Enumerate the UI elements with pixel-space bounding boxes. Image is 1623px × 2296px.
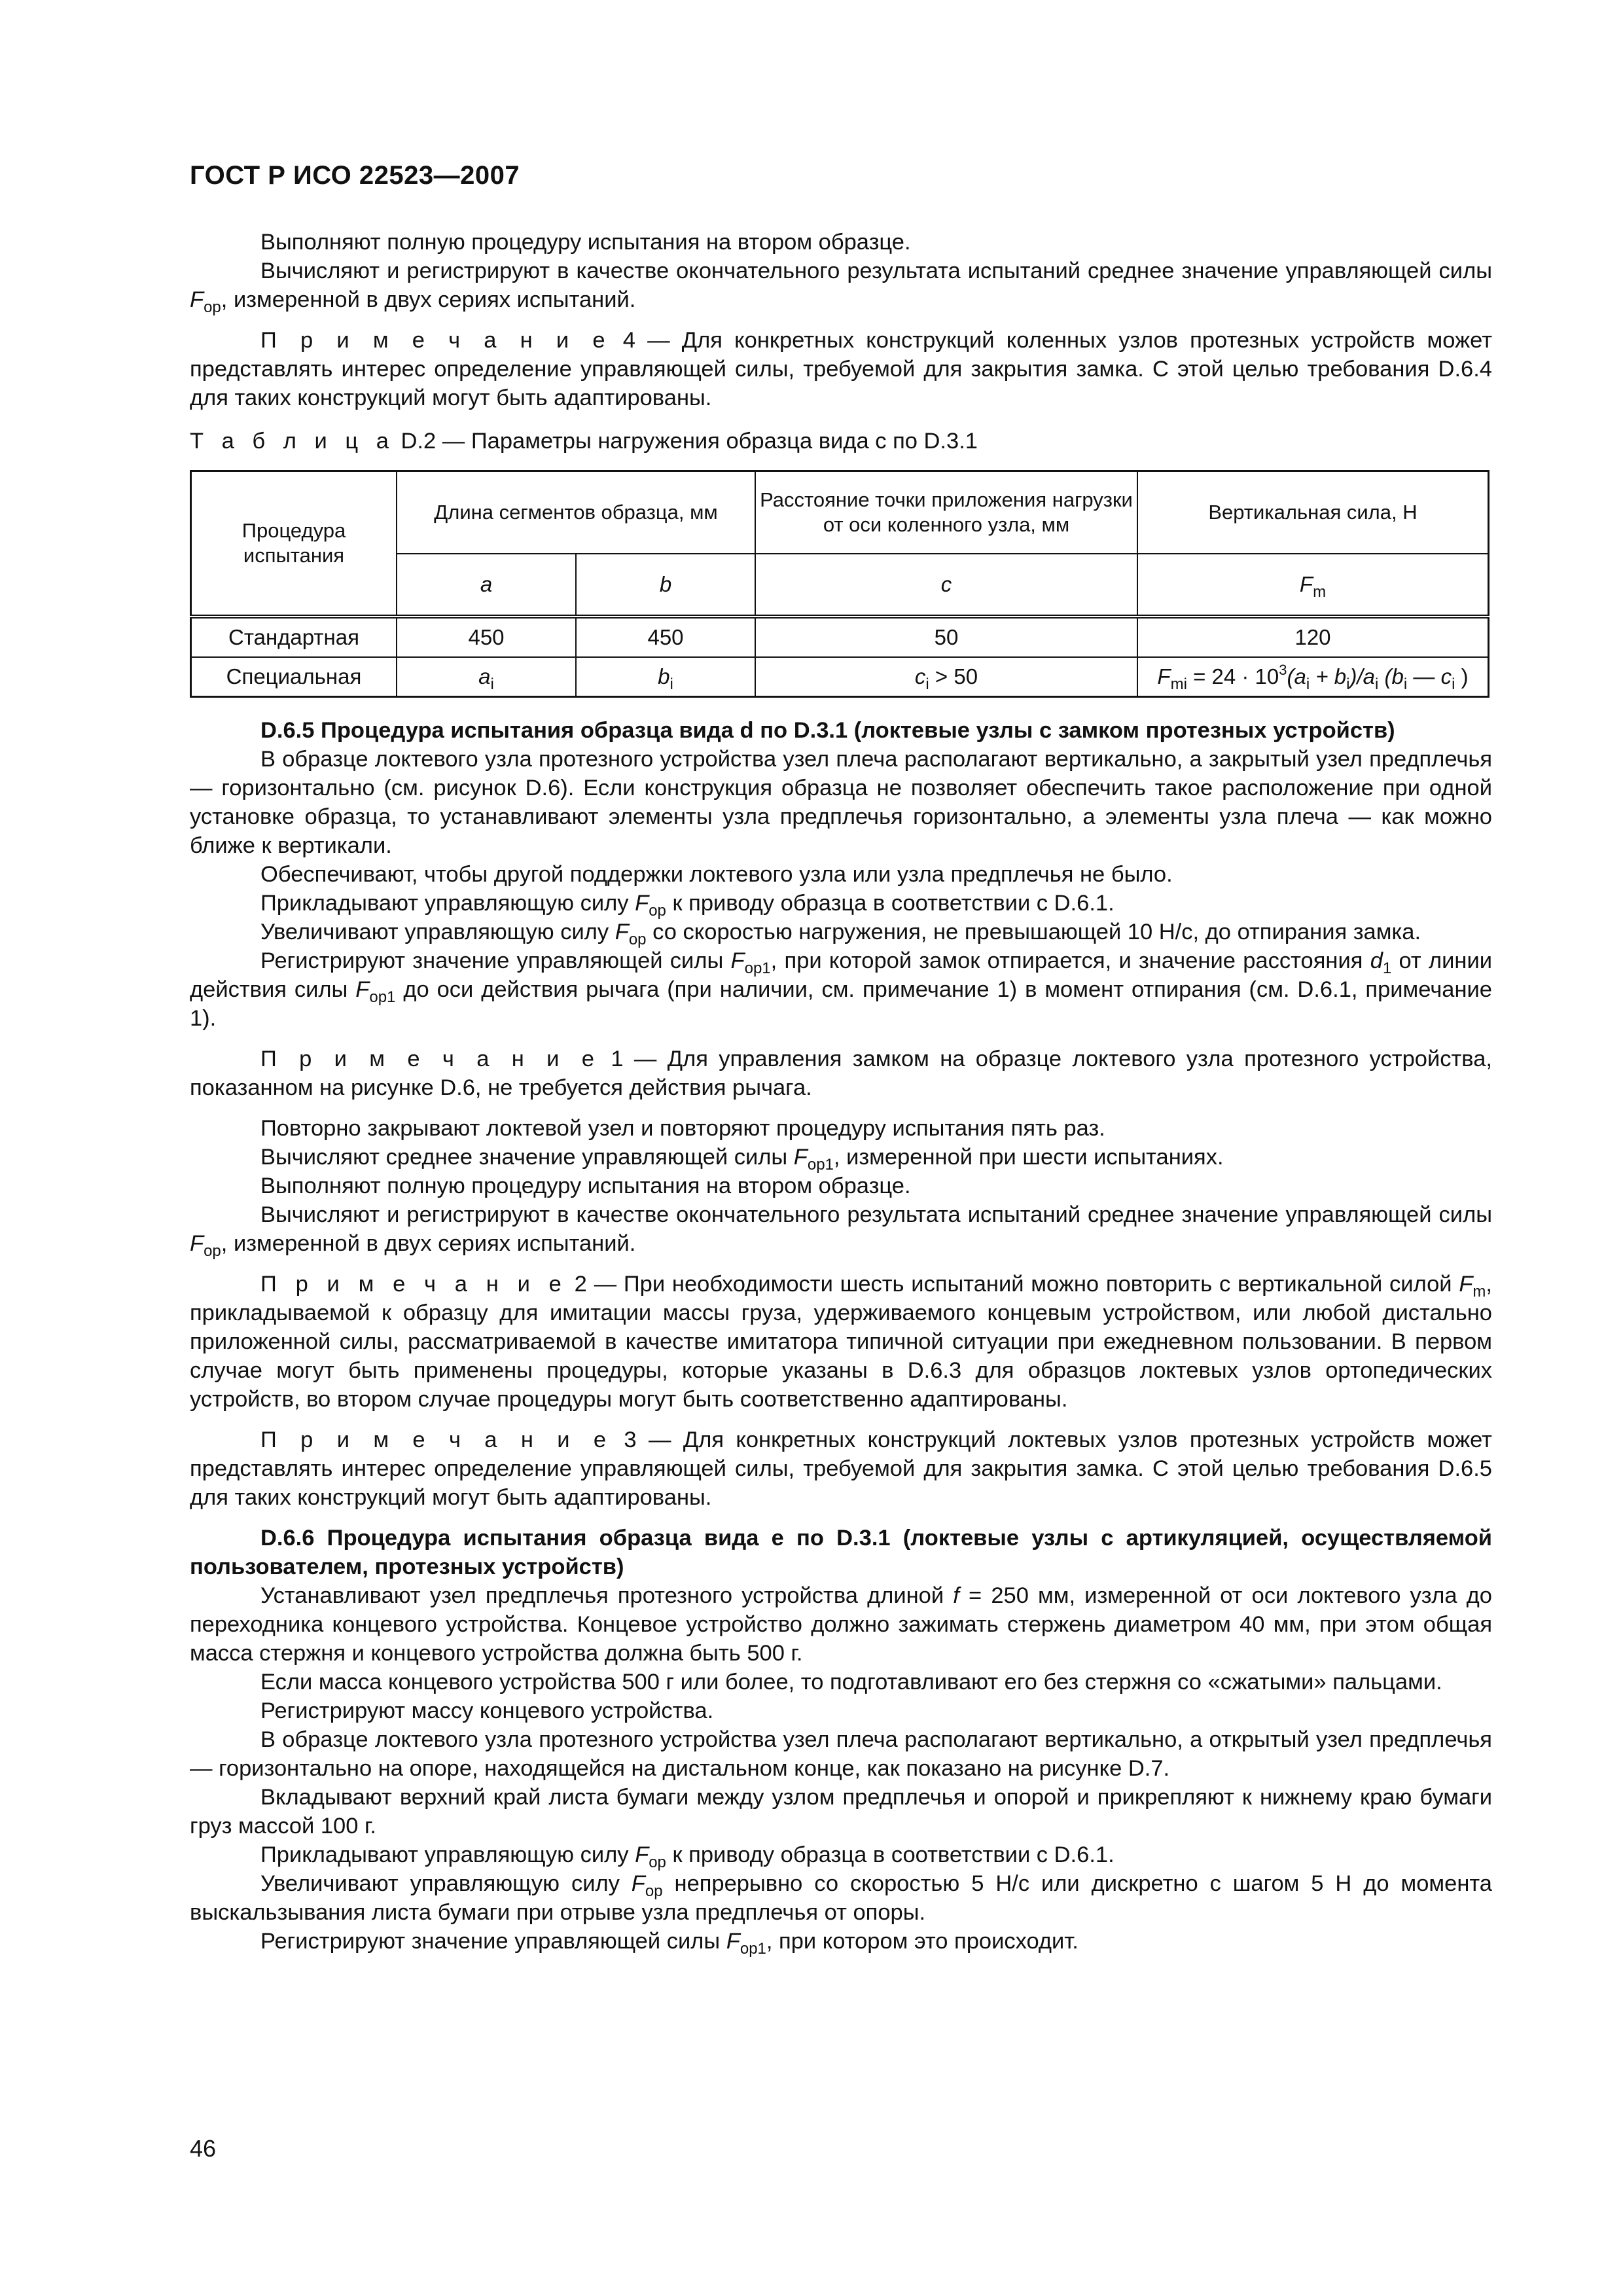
note-2: П р и м е ч а н и е 2 — При необходимости шесть испытаний можно повторить с вертикальной силой $F_m$, прикладываемой к образцу для имитации массы груза, удерживаемого концевым устройством, или любой дистально приложенной силы, рассматриваемой в качестве имитатора типичной ситуации при ежедневном пользовании. В первом случае могут быть применены процедуры, которые указаны в D.6.3 для образцов локтевых узлов ортопедических устройств, во втором случае процедуры могут быть соответственно адаптированы. (190, 1272, 1492, 1412)
text: , измеренной в двух сериях испытаний. (221, 287, 636, 312)
header-procedure: Процедура испытания (191, 471, 397, 617)
note-1: П р и м е ч а н и е 1 — Для управления замком на образце локтевого узла протезного устройства, показанном на рисунке D.6, не требуется действия рычага. (190, 1047, 1492, 1100)
paragraph: Вычисляют и регистрируют в качестве окончательного результата испытаний среднее значение управляющей силы $F_{op}$, измеренной в двух сериях испытаний. (190, 1202, 1492, 1260)
paragraph (190, 257, 1492, 314)
page-number: 46 (190, 2135, 217, 2162)
note-label: П р и м е ч а н и е (260, 328, 611, 353)
section-heading-d66: D.6.6 Процедура испытания образца вида е по D.3.1 (локтевые узлы с артикуляцией, осуществляемой пользователем, протезных устройств) (190, 1526, 1492, 1579)
table-caption (190, 427, 1492, 456)
table-header-row (191, 471, 1489, 554)
cell-a: $a_i$ (397, 657, 576, 697)
paragraph: Устанавливают узел предплечья протезного устройства длиной f = 250 мм, измеренной от оси локтевого узла до переходника концевого устройства. Концевое устройство должно зажимать стержень диаметром 40 мм, при этом общая масса стержня и концевого устройства должна быть 500 г. (190, 1583, 1492, 1666)
cell-b: 450 (576, 617, 755, 657)
document-header: ГОСТ Р ИСО 22523—2007 (190, 161, 520, 190)
page-content (190, 228, 1492, 1956)
cell-force-formula: $F_{mi} = 24 \cdot 10^3(a_i + b_i)/a_i$ ($b_i$ — $c_i$ ) (1137, 657, 1489, 697)
cell-c: 50 (755, 617, 1137, 657)
header-b: b (576, 554, 755, 617)
paragraph: Если масса концевого устройства 500 г или более, то подготавливают его без стержня со «сжатыми» пальцами. (260, 1670, 1442, 1695)
paragraph: Регистрируют значение управляющей силы $F_{op1}$, при которой замок отпирается, и значение расстояния $d_1$ от линии действия силы $F_{op1}$ до оси действия рычага (при наличии, см. примечание 1) в момент отпирания (см. D.6.1, примечание 1). (190, 948, 1493, 1031)
table-title: D.2 — Параметры нагружения образца вида с по D.3.1 (394, 429, 978, 454)
subscript: m (1313, 583, 1327, 601)
note-text: 4 — Для конкретных конструкций коленных узлов протезных устройств может представлять интерес определение управляющей силы, требуемой для закрытия замка. С этой целью требования D.6.4 для таких конструкций могут быть адаптированы. (190, 328, 1492, 410)
subscript: op (204, 298, 221, 316)
paragraph: Прикладывают управляющую силу $F_{op}$ к приводу образца в соответствии с D.6.1. (260, 1842, 1115, 1871)
header-fm (1137, 554, 1489, 617)
header-c: c (755, 554, 1137, 617)
paragraph: Обеспечивают, чтобы другой поддержки локтевого узла или узла предплечья не было. (260, 862, 1173, 887)
cell-a: 450 (397, 617, 576, 657)
cell-b: $b_i$ (576, 657, 755, 697)
paragraph: Увеличивают управляющую силу $F_{op}$ со скоростью нагружения, не превышающей 10 Н/с, до отпирания замка. (260, 920, 1421, 948)
paragraph: Повторно закрывают локтевой узел и повторяют процедуру испытания пять раз. (260, 1116, 1105, 1141)
header-lengths: Длина сегментов образца, мм (397, 471, 755, 554)
text: Вычисляют и регистрируют в качестве окончательного результата испытаний среднее значение управляющей силы (260, 259, 1492, 283)
section-heading-d65: D.6.5 Процедура испытания образца вида d по D.3.1 (локтевые узлы с замком протезных устройств) (260, 718, 1395, 743)
paragraph: Регистрируют значение управляющей силы $F_{op1}$, при котором это происходит. (260, 1929, 1079, 1958)
table-row (191, 657, 1489, 697)
table-label: Т а б л и ц а (190, 429, 395, 454)
cell-force: 120 (1137, 617, 1489, 657)
text: Выполняют полную процедуру испытания на втором образце. (260, 230, 911, 255)
paragraph: Регистрируют массу концевого устройства. (260, 1698, 714, 1723)
paragraph: Увеличивают управляющую силу $F_{op}$ непрерывно со скоростью 5 Н/с или дискретно с шагом 5 Н до момента выскальзывания листа бумаги при отрыве узла предплечья от опоры. (190, 1871, 1492, 1925)
paragraph: Вкладывают верхний край листа бумаги между узлом предплечья и опорой и прикрепляют к нижнему краю бумаги груз массой 100 г. (190, 1785, 1492, 1839)
paragraph: Выполняют полную процедуру испытания на втором образце. (260, 1174, 911, 1198)
paragraph: В образце локтевого узла протезного устройства узел плеча располагают вертикально, а закрытый узел предплечья — горизонтально (см. рисунок D.6). Если конструкция образца не позволяет обеспечить такое расположение при одной установке образца, то устанавливают элементы узла предплечья горизонтально, а элементы узла плеча — как можно ближе к вертикали. (190, 747, 1492, 858)
parameters-table (190, 470, 1489, 698)
paragraph: В образце локтевого узла протезного устройства узел плеча располагают вертикально, а открытый узел предплечья — горизонтально на опоре, находящейся на дистальном конце, как показано на рисунке D.7. (190, 1727, 1492, 1781)
header-force: Вертикальная сила, Н (1137, 471, 1489, 554)
paragraph: Вычисляют среднее значение управляющей силы $F_{op1}$, измеренной при шести испытаниях. (260, 1145, 1224, 1174)
cell-procedure: Стандартная (191, 617, 397, 657)
cell-c: $c_i > 50$ (755, 657, 1137, 697)
header-distance: Расстояние точки приложения нагрузки от оси коленного узла, мм (755, 471, 1137, 554)
cell-procedure: Специальная (191, 657, 397, 697)
symbol: F (190, 287, 204, 312)
paragraph (190, 228, 1492, 257)
header-a: a (397, 554, 576, 617)
table-row (191, 617, 1489, 657)
note-3: П р и м е ч а н и е 3 — Для конкретных конструкций локтевых узлов протезных устройств может представлять интерес определение управляющей силы, требуемой для закрытия замка. С этой целью требования D.6.5 для таких конструкций могут быть адаптированы. (190, 1427, 1492, 1510)
note-4 (190, 326, 1492, 412)
paragraph: Прикладывают управляющую силу $F_{op}$ к приводу образца в соответствии с D.6.1. (260, 891, 1115, 920)
symbol: F (1299, 572, 1313, 596)
